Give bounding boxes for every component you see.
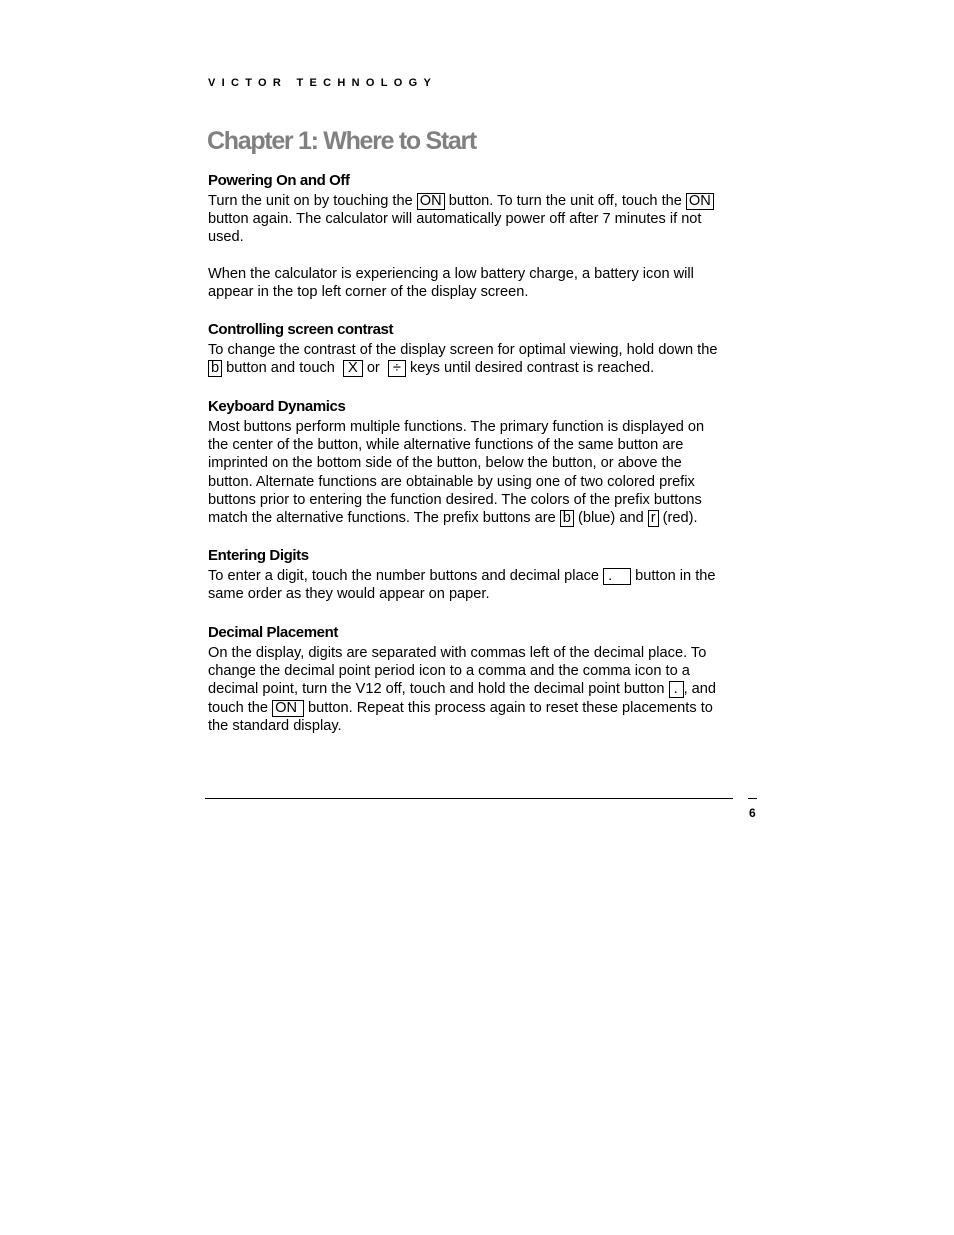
on-key: ON [686,193,714,210]
paragraph-line: Most buttons perform multiple functions. The primary function is displayed on [208,419,705,435]
on-key: ON [417,193,445,210]
footer-rule [205,798,733,799]
paragraph-line: same order as they would appear on paper. [208,586,490,603]
text: Turn the unit on by touching the [208,193,417,209]
blue-prefix-key: b [208,360,222,377]
text: button. To turn the unit off, touch the [444,193,686,209]
paragraph-line: When the calculator is experiencing a low battery charge, a battery icon will [208,265,694,282]
paragraph-line: the standard display. [208,717,342,734]
paragraph-line: change the decimal point period icon to a comma and the comma icon to a [208,663,690,680]
text: button in the [631,568,716,584]
section-title: Powering On and Off [208,172,350,189]
text: button and touch [222,360,344,377]
text: (red). [658,510,698,527]
section-title: Keyboard Dynamics [208,398,346,415]
paragraph-line: used. [208,229,244,246]
text: decimal point, turn the V12 off, touch and hold the decimal point button [208,681,669,698]
paragraph-line [208,699,768,717]
paragraph-line: the center of the button, while alternative functions of the same button are [208,437,684,454]
decimal-key: . [603,568,631,585]
text: To enter a digit, touch the number buttons and decimal place [208,568,604,584]
paragraph-line [208,680,768,698]
text: keys until desired contrast is reached. [405,360,655,377]
text: touch the [208,699,273,716]
running-header: VICTOR TECHNOLOGY [208,77,438,89]
section-title: Entering Digits [208,547,309,564]
section-powering [208,172,768,301]
paragraph-line [208,192,768,210]
section-digits [208,547,768,603]
section-keyboard [208,398,768,527]
paragraph-line: buttons prior to entering the function desired. The colors of the prefix buttons [208,491,702,508]
text: (blue) and [573,510,648,527]
paragraph-line [208,567,768,585]
page-number: 6 [749,806,756,820]
paragraph-line [208,509,768,527]
paragraph-line: On the display, digits are separated with commas left of the decimal place. To [208,645,707,661]
blue-prefix-key: b [560,510,574,527]
text: or [362,360,388,377]
decimal-key: . [669,681,684,698]
section-title: Decimal Placement [208,624,338,641]
footer-dash [748,798,757,799]
text: , and [683,681,717,698]
paragraph-line: button again. The calculator will automatically power off after 7 minutes if not [208,211,702,228]
red-prefix-key: r [648,510,659,527]
chapter-title: Chapter 1: Where to Start [207,127,476,155]
section-decimal [208,624,768,735]
paragraph-line: appear in the top left corner of the display screen. [208,283,529,300]
on-key: ON [272,700,304,717]
text: button. Repeat this process again to reset these placements to [304,699,713,716]
paragraph-line: imprinted on the bottom side of the button, below the button, or above the [208,455,682,472]
multiply-key: X [343,360,363,377]
section-title: Controlling screen contrast [208,321,394,338]
section-contrast [208,321,768,377]
text: match the alternative functions. The prefix buttons are [208,510,560,527]
paragraph-line [208,359,768,377]
divide-key: ÷ [388,360,406,377]
paragraph-line: button. Alternate functions are obtainable by using one of two colored prefix [208,473,695,490]
paragraph-line: To change the contrast of the display screen for optimal viewing, hold down the [208,342,718,358]
